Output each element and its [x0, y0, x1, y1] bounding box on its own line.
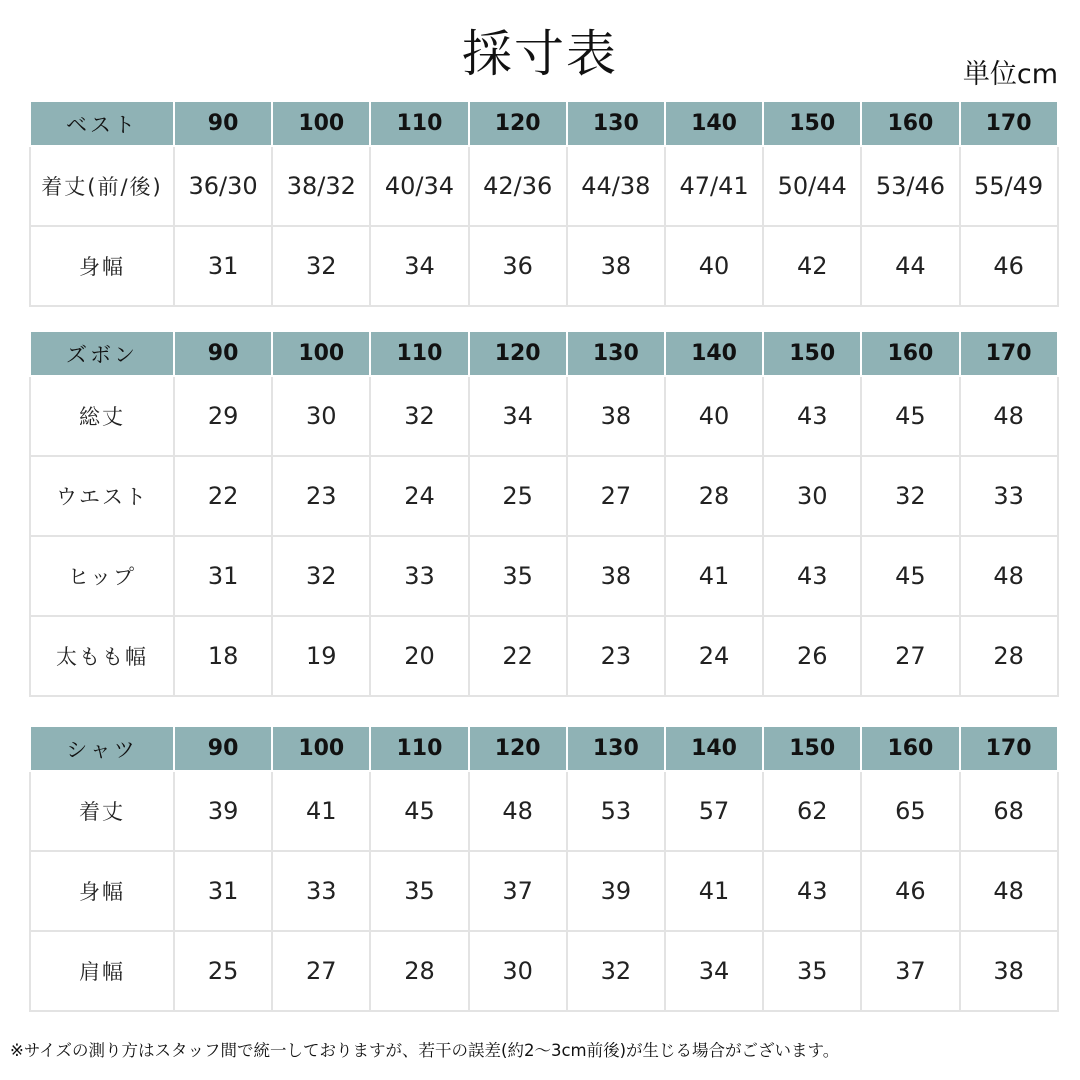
size-header: 120 — [469, 101, 567, 146]
table-cell: 48 — [960, 376, 1058, 456]
table-cell: 53 — [567, 771, 665, 851]
size-header: 130 — [567, 331, 665, 376]
table-row — [30, 146, 1058, 226]
table-cell: 28 — [370, 931, 468, 1011]
table-cell: 22 — [469, 616, 567, 696]
table-cell: 23 — [567, 616, 665, 696]
table-cell: 27 — [272, 931, 370, 1011]
table-cell: 42 — [763, 226, 861, 306]
table-cell: 31 — [174, 536, 272, 616]
table-cell: 35 — [469, 536, 567, 616]
table-cell: 24 — [370, 456, 468, 536]
table-cell: 46 — [861, 851, 959, 931]
pants-size-table — [29, 330, 1059, 697]
table-cell: 38 — [567, 376, 665, 456]
table-cell: 57 — [665, 771, 763, 851]
table-cell: 34 — [469, 376, 567, 456]
table-cell: 50/44 — [763, 146, 861, 226]
table-cell: 19 — [272, 616, 370, 696]
size-header: 110 — [370, 101, 468, 146]
row-label: 太もも幅 — [30, 616, 174, 696]
table-cell: 68 — [960, 771, 1058, 851]
table-cell: 45 — [861, 536, 959, 616]
table-cell: 31 — [174, 851, 272, 931]
table-cell: 65 — [861, 771, 959, 851]
size-header: 170 — [960, 331, 1058, 376]
size-header: 110 — [370, 331, 468, 376]
size-header: 150 — [763, 101, 861, 146]
size-header: 140 — [665, 331, 763, 376]
size-header: 140 — [665, 101, 763, 146]
table-header-row — [30, 331, 1058, 376]
table-cell: 39 — [174, 771, 272, 851]
table-cell: 32 — [370, 376, 468, 456]
table-cell: 47/41 — [665, 146, 763, 226]
table-cell: 43 — [763, 536, 861, 616]
size-header: 100 — [272, 331, 370, 376]
row-label: 総丈 — [30, 376, 174, 456]
table-cell: 36 — [469, 226, 567, 306]
table-cell: 39 — [567, 851, 665, 931]
table-cell: 40 — [665, 226, 763, 306]
table-cell: 25 — [174, 931, 272, 1011]
table-cell: 35 — [763, 931, 861, 1011]
table-cell: 30 — [469, 931, 567, 1011]
table-cell: 44 — [861, 226, 959, 306]
table-cell: 44/38 — [567, 146, 665, 226]
size-header: 90 — [174, 726, 272, 771]
shirt-size-table — [29, 725, 1059, 1012]
table-header-row — [30, 726, 1058, 771]
size-header: 170 — [960, 101, 1058, 146]
table-cell: 55/49 — [960, 146, 1058, 226]
table-cell: 41 — [665, 851, 763, 931]
table-cell: 43 — [763, 851, 861, 931]
size-header: 100 — [272, 101, 370, 146]
row-label: 肩幅 — [30, 931, 174, 1011]
table-cell: 53/46 — [861, 146, 959, 226]
row-label: ウエスト — [30, 456, 174, 536]
table-cell: 33 — [960, 456, 1058, 536]
table-name: ベスト — [30, 101, 174, 146]
size-header: 90 — [174, 331, 272, 376]
size-header: 160 — [861, 331, 959, 376]
size-header: 160 — [861, 101, 959, 146]
size-header: 130 — [567, 101, 665, 146]
table-cell: 23 — [272, 456, 370, 536]
table-name: シャツ — [30, 726, 174, 771]
size-header: 120 — [469, 726, 567, 771]
table-cell: 46 — [960, 226, 1058, 306]
table-cell: 34 — [370, 226, 468, 306]
table-name: ズボン — [30, 331, 174, 376]
table-row — [30, 616, 1058, 696]
table-cell: 26 — [763, 616, 861, 696]
table-cell: 27 — [567, 456, 665, 536]
row-label: 身幅 — [30, 226, 174, 306]
table-cell: 32 — [272, 226, 370, 306]
table-cell: 38 — [567, 226, 665, 306]
size-header: 140 — [665, 726, 763, 771]
table-row — [30, 456, 1058, 536]
table-cell: 32 — [272, 536, 370, 616]
row-label: ヒップ — [30, 536, 174, 616]
table-cell: 41 — [272, 771, 370, 851]
table-cell: 36/30 — [174, 146, 272, 226]
table-row — [30, 376, 1058, 456]
table-cell: 30 — [272, 376, 370, 456]
table-row — [30, 771, 1058, 851]
table-row — [30, 536, 1058, 616]
size-header: 160 — [861, 726, 959, 771]
table-cell: 41 — [665, 536, 763, 616]
table-cell: 42/36 — [469, 146, 567, 226]
page-title: 採寸表 — [462, 25, 618, 83]
table-cell: 20 — [370, 616, 468, 696]
table-cell: 28 — [960, 616, 1058, 696]
table-cell: 37 — [469, 851, 567, 931]
table-cell: 40 — [665, 376, 763, 456]
table-cell: 32 — [567, 931, 665, 1011]
table-cell: 62 — [763, 771, 861, 851]
table-cell: 30 — [763, 456, 861, 536]
table-cell: 38 — [960, 931, 1058, 1011]
table-row — [30, 931, 1058, 1011]
table-cell: 33 — [370, 536, 468, 616]
table-cell: 33 — [272, 851, 370, 931]
table-row — [30, 226, 1058, 306]
table-cell: 40/34 — [370, 146, 468, 226]
row-label: 着丈(前/後) — [30, 146, 174, 226]
table-row — [30, 851, 1058, 931]
vest-size-table — [29, 100, 1059, 307]
size-header: 150 — [763, 726, 861, 771]
table-cell: 37 — [861, 931, 959, 1011]
table-cell: 38 — [567, 536, 665, 616]
table-cell: 48 — [960, 851, 1058, 931]
table-cell: 45 — [370, 771, 468, 851]
measurement-note: ※サイズの測り方はスタッフ間で統一しておりますが、若干の誤差(約2～3cm前後)が生じる場合がございます。 — [10, 1041, 840, 1060]
table-cell: 27 — [861, 616, 959, 696]
table-header-row — [30, 101, 1058, 146]
row-label: 着丈 — [30, 771, 174, 851]
table-cell: 43 — [763, 376, 861, 456]
size-header: 170 — [960, 726, 1058, 771]
unit-label: 単位cm — [962, 59, 1058, 90]
size-header: 130 — [567, 726, 665, 771]
table-cell: 35 — [370, 851, 468, 931]
table-cell: 28 — [665, 456, 763, 536]
table-cell: 24 — [665, 616, 763, 696]
table-cell: 18 — [174, 616, 272, 696]
table-cell: 48 — [960, 536, 1058, 616]
table-cell: 38/32 — [272, 146, 370, 226]
size-header: 90 — [174, 101, 272, 146]
size-header: 110 — [370, 726, 468, 771]
size-header: 150 — [763, 331, 861, 376]
table-cell: 48 — [469, 771, 567, 851]
row-label: 身幅 — [30, 851, 174, 931]
size-header: 120 — [469, 331, 567, 376]
table-cell: 31 — [174, 226, 272, 306]
table-cell: 22 — [174, 456, 272, 536]
table-cell: 34 — [665, 931, 763, 1011]
size-header: 100 — [272, 726, 370, 771]
table-cell: 29 — [174, 376, 272, 456]
table-cell: 32 — [861, 456, 959, 536]
table-cell: 25 — [469, 456, 567, 536]
table-cell: 45 — [861, 376, 959, 456]
